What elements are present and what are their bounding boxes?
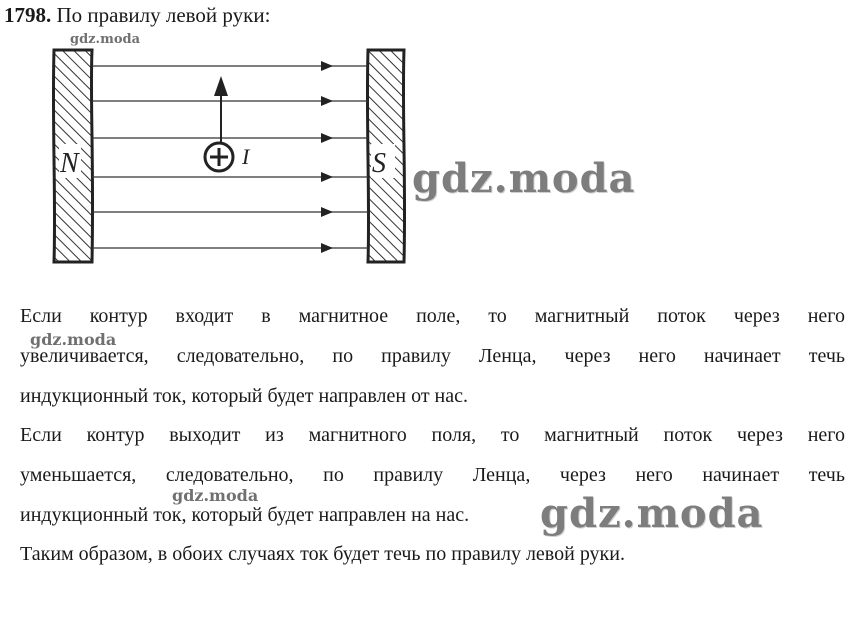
watermark-logo: gdz.moda <box>412 155 636 202</box>
watermark-logo: gdz.moda <box>172 486 259 505</box>
north-label: N <box>60 148 79 179</box>
current-symbol-icon <box>205 143 233 171</box>
paragraph-line: индукционный ток, который будет направлен на нас. <box>20 504 470 526</box>
paragraph-3 <box>20 534 845 574</box>
paragraph-line: Таким образом, в обоих случаях ток будет течь по правилу левой руки. <box>20 543 625 565</box>
paragraph-line: уменьшается, следовательно, по правилу Ленца, через него начинает течь <box>20 464 845 486</box>
problem-title: По правилу левой руки: <box>56 3 271 27</box>
south-pole <box>367 50 404 262</box>
magnetic-field-figure <box>40 40 420 280</box>
paragraph-1 <box>20 296 845 416</box>
magnet-diagram <box>40 40 420 280</box>
paragraph-line: Если контур входит в магнитное поле, то магнитный поток через него <box>20 305 845 327</box>
force-arrow <box>214 76 228 142</box>
watermark-logo: gdz.moda <box>70 32 141 47</box>
south-label: S <box>372 148 386 179</box>
current-label: I <box>242 144 250 169</box>
paragraph-line: индукционный ток, который будет направлен от нас. <box>20 385 469 407</box>
paragraph-line: Если контур выходит из магнитного поля, то магнитный поток через него <box>20 424 845 446</box>
watermark-logo: gdz.moda <box>30 330 117 349</box>
watermark-logo: gdz.moda <box>540 490 764 537</box>
paragraph-line: увеличивается, следовательно, по правилу Ленца, через него начинает течь <box>20 345 845 367</box>
problem-number: 1798. <box>4 3 52 27</box>
problem-heading <box>4 2 270 28</box>
north-pole <box>53 50 92 262</box>
